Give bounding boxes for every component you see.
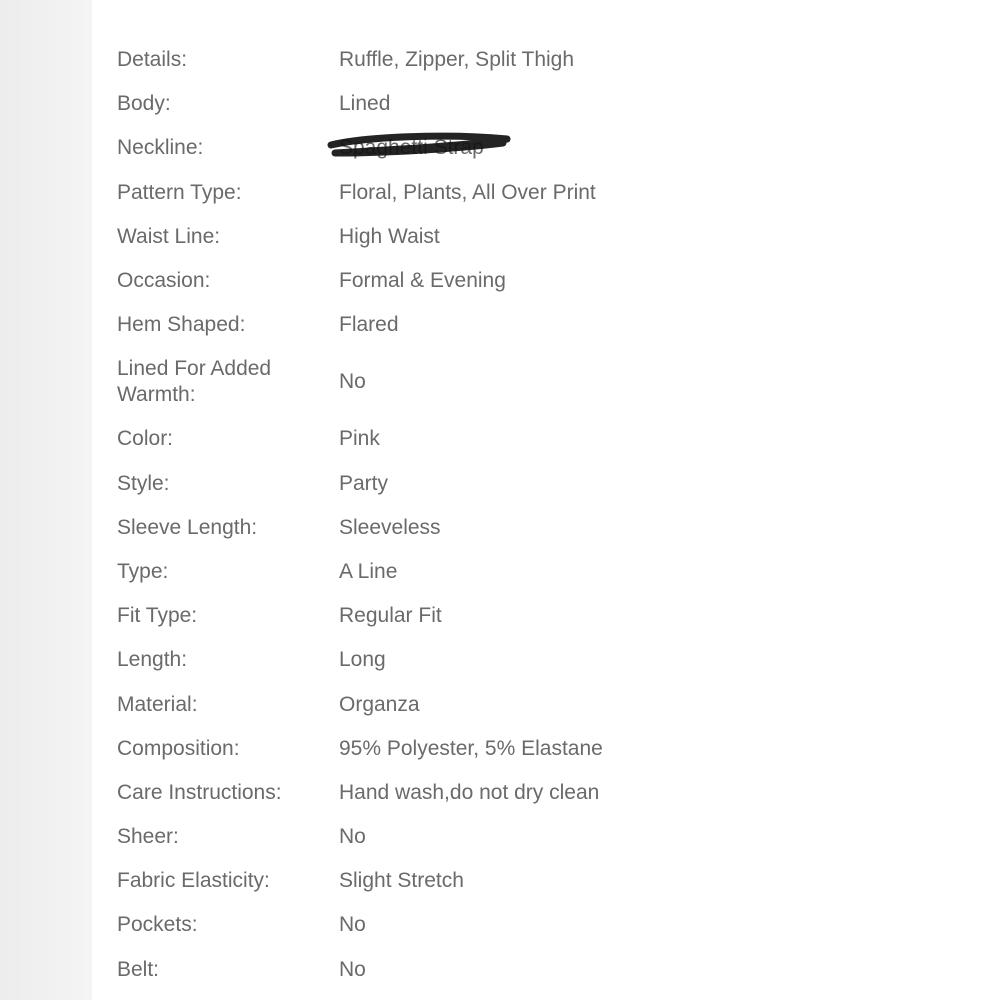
- spec-label: Material:: [117, 692, 198, 716]
- spec-label: Style:: [117, 471, 170, 495]
- spec-row-occasion: [117, 259, 877, 303]
- spec-value: No: [339, 825, 366, 849]
- spec-row-belt: [117, 948, 877, 992]
- spec-label: Color:: [117, 427, 174, 451]
- spec-label: Composition:: [117, 736, 240, 760]
- spec-value: Hand wash,do not dry clean: [339, 780, 600, 804]
- product-specs-list: [117, 38, 877, 992]
- spec-label: Neckline:: [117, 136, 204, 160]
- spec-row-waist-line: [117, 215, 877, 259]
- spec-value: Long: [339, 648, 386, 672]
- spec-value: No: [339, 913, 366, 937]
- spec-value: Regular Fit: [339, 604, 442, 628]
- spec-row-fabric-elasticity: [117, 859, 877, 903]
- spec-row-details: [117, 38, 877, 82]
- spec-value: No: [339, 370, 366, 394]
- spec-row-pockets: [117, 903, 877, 947]
- spec-label: Pockets:: [117, 913, 198, 937]
- spec-label: Fabric Elasticity:: [117, 869, 270, 893]
- marker-strike-icon: [325, 127, 515, 167]
- spec-label: Type:: [117, 559, 169, 583]
- spec-label: Hem Shaped:: [117, 313, 246, 337]
- spec-label: Belt:: [117, 957, 160, 981]
- spec-value: No: [339, 957, 366, 981]
- spec-value: Sleeveless: [339, 515, 441, 539]
- spec-row-length: [117, 638, 877, 682]
- spec-label: Fit Type:: [117, 604, 198, 628]
- spec-row-type: [117, 550, 877, 594]
- spec-row-care-instructions: [117, 771, 877, 815]
- spec-label: Sleeve Length:: [117, 515, 258, 539]
- spec-row-body: [117, 82, 877, 126]
- spec-row-lined-for-added-warmth: [117, 347, 877, 417]
- spec-value: High Waist: [339, 224, 440, 248]
- spec-value: A Line: [339, 559, 398, 583]
- spec-label: Pattern Type:: [117, 180, 242, 204]
- spec-value: Lined: [339, 92, 391, 116]
- spec-label: Care Instructions:: [117, 780, 282, 804]
- spec-value: [339, 135, 484, 161]
- spec-row-color: [117, 417, 877, 461]
- spec-row-hem-shaped: [117, 303, 877, 347]
- spec-row-sheer: [117, 815, 877, 859]
- spec-value: Pink: [339, 427, 380, 451]
- spec-value: Organza: [339, 692, 420, 716]
- spec-label: Sheer:: [117, 825, 179, 849]
- spec-label: Body:: [117, 92, 171, 116]
- redacted-value: [339, 135, 484, 161]
- spec-value: Flared: [339, 313, 399, 337]
- spec-value: Party: [339, 471, 389, 495]
- spec-value: Floral, Plants, All Over Print: [339, 180, 596, 204]
- spec-label: Length:: [117, 648, 188, 672]
- spec-value: Slight Stretch: [339, 869, 464, 893]
- spec-row-style: [117, 462, 877, 506]
- redacted-text: Spaghetti Strap: [339, 136, 484, 160]
- spec-row-composition: [117, 727, 877, 771]
- spec-row-sleeve-length: [117, 506, 877, 550]
- spec-label: Details:: [117, 48, 188, 72]
- spec-row-pattern-type: [117, 171, 877, 215]
- spec-value: Formal & Evening: [339, 269, 506, 293]
- spec-row-material: [117, 682, 877, 726]
- spec-row-neckline: [117, 126, 877, 170]
- spec-label: Occasion:: [117, 269, 211, 293]
- spec-label: Waist Line:: [117, 224, 221, 248]
- spec-value: Ruffle, Zipper, Split Thigh: [339, 48, 575, 72]
- spec-value: 95% Polyester, 5% Elastane: [339, 736, 603, 760]
- spec-label: Lined For Added Warmth:: [117, 357, 272, 407]
- left-margin: [0, 0, 92, 1000]
- spec-row-fit-type: [117, 594, 877, 638]
